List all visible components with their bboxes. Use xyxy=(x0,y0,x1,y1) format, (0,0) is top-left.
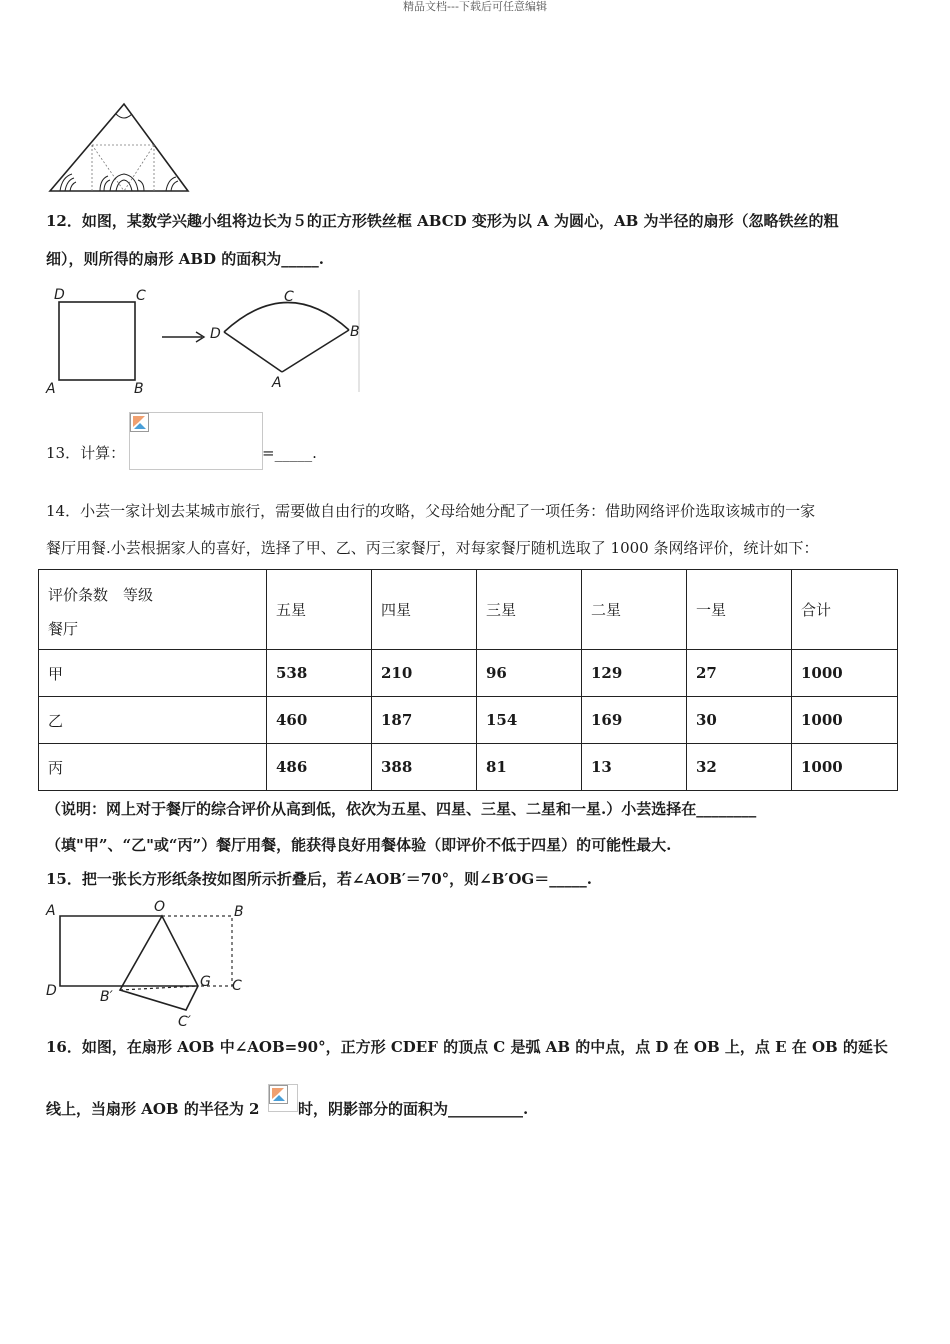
label-d2: D xyxy=(210,326,221,342)
label-c: C xyxy=(136,288,146,304)
q16-text-line2b: 时，阴影部分的面积为__________. xyxy=(298,1100,529,1118)
label-d: D xyxy=(54,287,65,303)
column-header: 四星 xyxy=(372,570,477,650)
triangle-figure xyxy=(48,100,190,194)
label-b2: B xyxy=(350,324,360,340)
corner-bottom-label: 餐厅 xyxy=(48,619,79,638)
q15-text: 15．把一张长方形纸条按如图所示折叠后，若∠AOB′＝70°，则∠B′OG＝_____. xyxy=(46,870,592,888)
q16-text-line2a: 线上，当扇形 AOB 的半径为 2 xyxy=(46,1100,260,1118)
table-cell: 460 xyxy=(267,697,372,744)
sector-arc xyxy=(224,302,349,332)
table-cell: 30 xyxy=(687,697,792,744)
q14-text-line2: 餐厅用餐.小芸根据家人的喜好，选择了甲、乙、丙三家餐厅，对每家餐厅随机选取了 1000 条网络评价，统计如下： xyxy=(46,539,819,557)
table-cell: 96 xyxy=(477,650,582,697)
q12-figure xyxy=(44,286,364,398)
table-row xyxy=(39,650,898,697)
table-cell: 32 xyxy=(687,744,792,791)
q13-suffix: =_____. xyxy=(262,444,317,462)
column-header: 五星 xyxy=(267,570,372,650)
q15-figure xyxy=(44,898,254,1030)
label-a2: A xyxy=(272,375,282,391)
label-a: A xyxy=(46,903,56,919)
table-cell: 1000 xyxy=(792,650,898,697)
corner-top-label: 评价条数 等级 xyxy=(48,585,154,604)
table-header-row xyxy=(39,570,898,650)
broken-image-icon xyxy=(269,1085,288,1104)
column-header: 合计 xyxy=(792,570,898,650)
column-header: 一星 xyxy=(687,570,792,650)
table-cell: 169 xyxy=(582,697,687,744)
table-corner-cell xyxy=(39,570,267,650)
label-g: G xyxy=(200,974,211,990)
label-d: D xyxy=(46,983,57,999)
q13-formula-image xyxy=(129,412,263,470)
table-cell: 13 xyxy=(582,744,687,791)
column-header: 三星 xyxy=(477,570,582,650)
table-cell: 27 xyxy=(687,650,792,697)
table-cell: 1000 xyxy=(792,697,898,744)
table-cell: 154 xyxy=(477,697,582,744)
table-cell: 129 xyxy=(582,650,687,697)
q14-note-line1: （说明：网上对于餐厅的综合评价从高到低，依次为五星、四星、三星、二星和一星.）小芸选择在________ xyxy=(46,800,757,818)
q16-text-line1: 16．如图，在扇形 AOB 中∠AOB=90°，正方形 CDEF 的顶点 C 是弧 AB 的中点，点 D 在 OB 上，点 E 在 OB 的延长 xyxy=(46,1038,888,1056)
table-cell: 1000 xyxy=(792,744,898,791)
rating-table xyxy=(38,569,898,791)
label-b-prime: B′ xyxy=(100,989,113,1005)
label-c2: C xyxy=(284,289,294,305)
label-a: A xyxy=(46,381,56,397)
table-cell: 210 xyxy=(372,650,477,697)
label-c: C xyxy=(232,978,242,994)
restaurant-name: 丙 xyxy=(39,744,267,791)
broken-image-icon xyxy=(130,413,149,432)
restaurant-name: 乙 xyxy=(39,697,267,744)
table-row xyxy=(39,697,898,744)
q14-note-line2: （填"甲”、“乙"或“丙”）餐厅用餐，能获得良好用餐体验（即评价不低于四星）的可能性最大. xyxy=(46,836,672,854)
square-abcd xyxy=(59,302,135,380)
table-cell: 538 xyxy=(267,650,372,697)
q12-text-line1: 12．如图，某数学兴趣小组将边长为５的正方形铁丝框 ABCD 变形为以 A 为圆心，AB 为半径的扇形（忽略铁丝的粗 xyxy=(46,212,839,230)
restaurant-name: 甲 xyxy=(39,650,267,697)
q12-text-line2: 细），则所得的扇形 ABD 的面积为_____. xyxy=(46,250,324,268)
label-o: O xyxy=(154,899,166,915)
table-cell: 486 xyxy=(267,744,372,791)
table-cell: 388 xyxy=(372,744,477,791)
label-b: B xyxy=(234,904,244,920)
table-cell: 81 xyxy=(477,744,582,791)
table-row xyxy=(39,744,898,791)
q14-text-line1: 14．小芸一家计划去某城市旅行，需要做自由行的攻略，父母给她分配了一项任务：借助网络评价选取该城市的一家 xyxy=(46,502,816,520)
label-c-prime: C′ xyxy=(178,1014,191,1030)
page-header: 精品文档---下载后可任意编辑 xyxy=(403,0,547,13)
q13-prefix: 13．计算： xyxy=(46,444,126,462)
column-header: 二星 xyxy=(582,570,687,650)
table-cell: 187 xyxy=(372,697,477,744)
label-b: B xyxy=(134,381,144,397)
